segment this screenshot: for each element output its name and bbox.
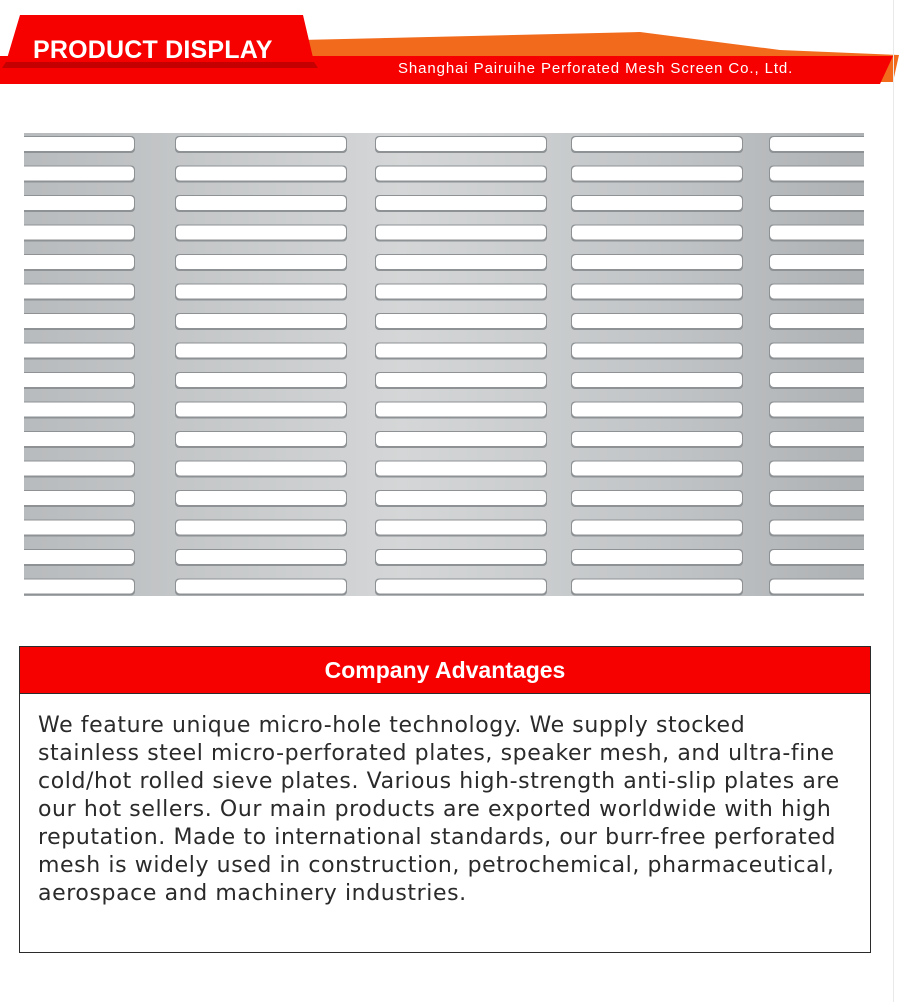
slot-hole bbox=[24, 521, 134, 535]
slot-hole bbox=[572, 403, 742, 417]
slot-hole bbox=[376, 373, 546, 387]
slot-hole bbox=[376, 550, 546, 564]
product-display-banner bbox=[0, 0, 899, 92]
slot-hole bbox=[572, 462, 742, 476]
slot-hole bbox=[176, 314, 346, 328]
advantages-header bbox=[20, 647, 870, 694]
advantages-title: Company Advantages bbox=[324, 656, 566, 683]
slot-hole bbox=[24, 314, 134, 328]
slot-hole bbox=[176, 491, 346, 505]
slot-hole bbox=[770, 137, 864, 151]
slot-hole bbox=[24, 255, 134, 269]
slot-hole bbox=[770, 196, 864, 210]
slot-hole bbox=[376, 285, 546, 299]
slot-hole bbox=[770, 462, 864, 476]
slot-hole bbox=[770, 285, 864, 299]
slot-hole bbox=[770, 580, 864, 594]
slot-hole bbox=[572, 550, 742, 564]
slot-hole bbox=[24, 580, 134, 594]
slot-hole bbox=[376, 255, 546, 269]
slot-hole bbox=[770, 373, 864, 387]
slot-hole bbox=[176, 196, 346, 210]
slot-hole bbox=[176, 432, 346, 446]
slot-hole bbox=[572, 373, 742, 387]
advantages-text: We feature unique micro-hole technology. We supply stocked stainless steel micro-perforated plates, speaker mesh, and ultra-fine cold/hot rolled sieve plates. Various high-strength anti-slip plates are our hot sellers. Our main products are exported worldwide with high reputation. Made to international standards, our burr-free perforated mesh is widely used in construction, petrochemical, pharmaceutical, aerospace and machinery industries. bbox=[38, 713, 840, 906]
slot-hole bbox=[770, 344, 864, 358]
slot-hole bbox=[176, 167, 346, 181]
slot-hole bbox=[24, 167, 134, 181]
slot-hole bbox=[376, 491, 546, 505]
slot-hole bbox=[376, 314, 546, 328]
slot-hole bbox=[24, 432, 134, 446]
slot-hole bbox=[24, 344, 134, 358]
slot-hole bbox=[176, 521, 346, 535]
slot-hole bbox=[376, 580, 546, 594]
slot-hole bbox=[24, 226, 134, 240]
slot-hole bbox=[572, 285, 742, 299]
slot-hole bbox=[572, 344, 742, 358]
slot-hole bbox=[572, 167, 742, 181]
slot-hole bbox=[572, 521, 742, 535]
slot-hole bbox=[176, 580, 346, 594]
slot-hole bbox=[24, 285, 134, 299]
slot-hole bbox=[770, 167, 864, 181]
banner-title: PRODUCT DISPLAY bbox=[33, 36, 273, 64]
slot-hole bbox=[376, 521, 546, 535]
slot-hole bbox=[176, 285, 346, 299]
slot-hole bbox=[24, 462, 134, 476]
slot-hole bbox=[176, 137, 346, 151]
slot-hole bbox=[176, 344, 346, 358]
slot-hole bbox=[770, 521, 864, 535]
perforated-mesh-image bbox=[24, 133, 864, 596]
slot-hole bbox=[770, 403, 864, 417]
slot-hole bbox=[572, 137, 742, 151]
slot-hole bbox=[376, 432, 546, 446]
slot-hole bbox=[24, 196, 134, 210]
slot-hole bbox=[176, 255, 346, 269]
slot-hole bbox=[572, 580, 742, 594]
slot-hole bbox=[24, 373, 134, 387]
slot-hole bbox=[24, 137, 134, 151]
slot-hole bbox=[770, 226, 864, 240]
advantages-panel bbox=[19, 646, 871, 953]
slot-hole bbox=[376, 403, 546, 417]
slot-hole bbox=[176, 373, 346, 387]
slot-hole bbox=[770, 314, 864, 328]
slot-hole bbox=[24, 550, 134, 564]
slot-hole bbox=[572, 432, 742, 446]
page-edge-line bbox=[893, 0, 894, 1002]
slot-hole bbox=[376, 344, 546, 358]
slot-hole bbox=[572, 196, 742, 210]
banner-subtitle: Shanghai Pairuihe Perforated Mesh Screen Co., Ltd. bbox=[398, 60, 794, 77]
slot-hole bbox=[176, 226, 346, 240]
slot-hole bbox=[376, 226, 546, 240]
slot-hole bbox=[770, 550, 864, 564]
slot-hole bbox=[376, 196, 546, 210]
slot-hole bbox=[376, 137, 546, 151]
slot-hole bbox=[770, 491, 864, 505]
slot-hole bbox=[176, 403, 346, 417]
slot-hole bbox=[770, 255, 864, 269]
slot-hole bbox=[376, 167, 546, 181]
slot-hole bbox=[572, 255, 742, 269]
slot-hole bbox=[770, 432, 864, 446]
slot-hole bbox=[176, 462, 346, 476]
slot-hole bbox=[24, 403, 134, 417]
slot-hole bbox=[24, 491, 134, 505]
slot-hole bbox=[572, 314, 742, 328]
slot-hole bbox=[176, 550, 346, 564]
slot-hole bbox=[376, 462, 546, 476]
slot-hole bbox=[572, 226, 742, 240]
slot-hole bbox=[572, 491, 742, 505]
